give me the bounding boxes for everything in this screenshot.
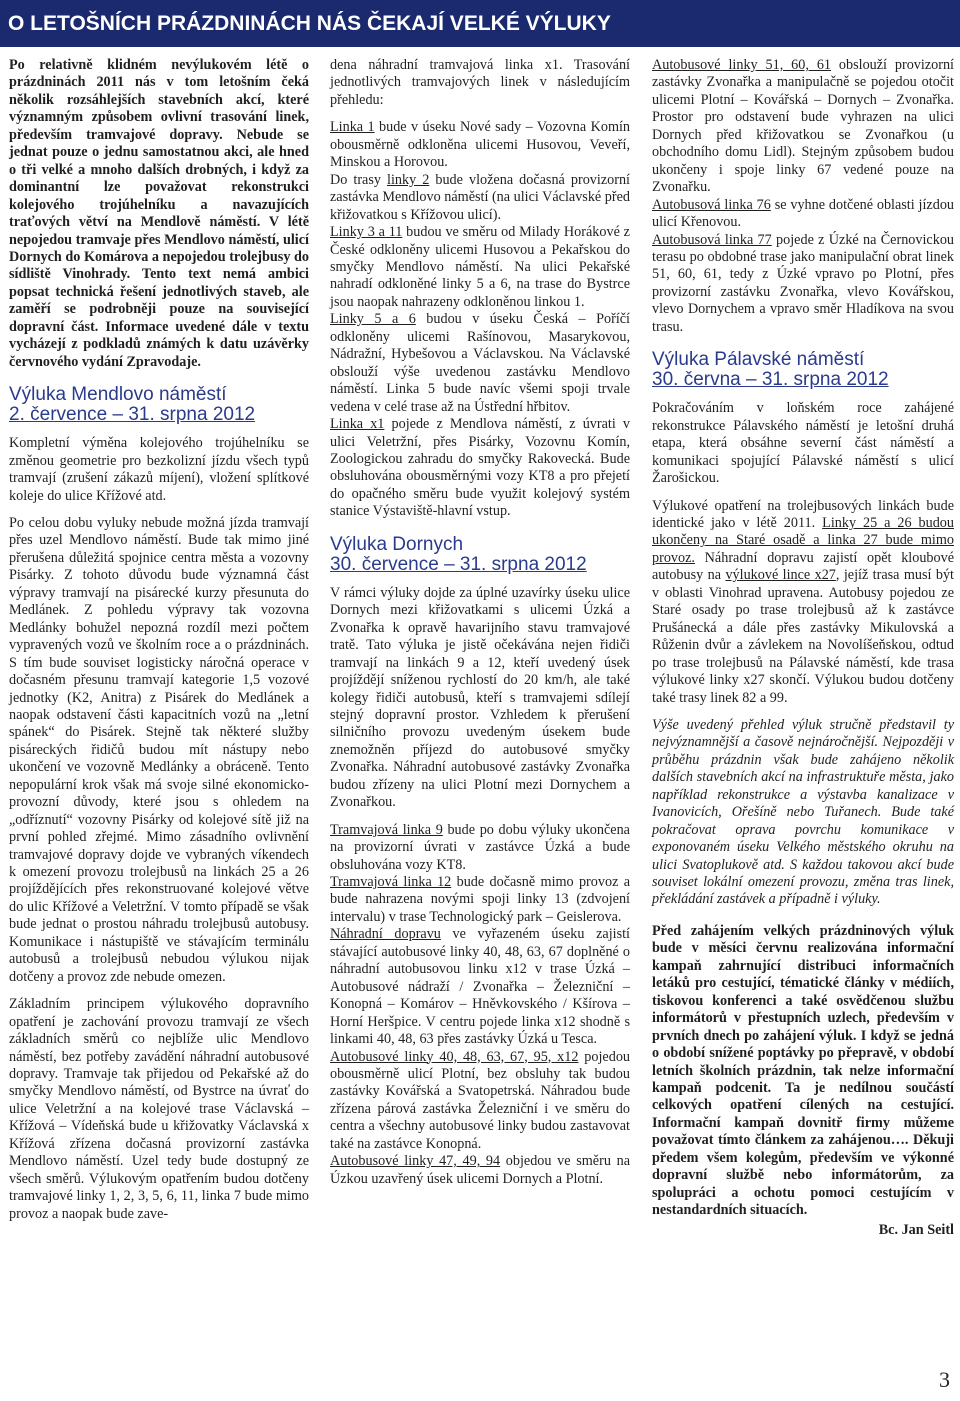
line-text: pojede z Mendlova náměstí, z úvrati v ulici Veletržní, přes Pisárky, Vozovnu Komín, Zoologickou zahradu do smyčky Rakovecká. Bude obsluhována obousměrnými vozy KT8 a pro přejetí do opačného směru bude využit kolejový systém stanice Výstaviště-hlavní vstup. [330, 416, 630, 520]
line-link: Autobusová linka 77 [652, 231, 772, 248]
line-text: Výlukové opatření na trolejbusových linkách bude identické jako v létě 2011. [652, 497, 954, 531]
line-paragraph [652, 57, 954, 197]
line-text: bude v úseku Nové sady – Vozovna Komín obousměrně odkloněna ulicemi Husovou, Veveří, Minskou a Horovou. [330, 119, 631, 171]
line-text: bude dočasně mimo provoz a bude nahrazena novými spoji linky 13 (zdvojení intervalu) v trase Technologický park – Geislerova. [330, 874, 630, 925]
line-text: , jejíž trasa musí být v oblasti Vinohrad upravena. Autobusy pojedou ze Staré osady po trase trolejbusů až k zastávce Prušánecká a dále přes zastávky Mikulovská a Růženin dvůr a závlekem na Novolíšeňskou, odtud po trase trolejbusů na Pálavské náměstí, kde trasa výlukové linky x27 skončí. Výlukou budou dotčeny také trasy linek 82 a 99. [652, 567, 954, 706]
line-paragraph [652, 197, 954, 232]
line-paragraph [330, 822, 630, 874]
line-link: linky 2 [387, 171, 430, 188]
campaign-paragraph: Před zahájením velkých prázdninových výluk bude v měsíci červnu realizována informační kampaň zahrnující distribuci informačních letáků pro cestující, tématické články v médiích, tiskovou konferenci a také osvědčenou službu informátorů v přestupních uzlech, především v prvních dnech po zahájení výluk. I když se jedná o období snížené poptávky po přepravě, v období letních školních prázdnin, tak nelze informační kampaň podcenit. Ta je nedílnou součástí celkových opatření cílených na cestující. Informační kampaň dovnitř firmy můžeme považovat tímto článkem za zahájenou…. Děkuji předem všem kolegům, především ve výkonné dopravní službě nebo informátorům, za spolupráci a ochotu pomoci cestujícím v nestandardních situacích. [652, 922, 954, 1219]
column-1 [9, 57, 309, 1223]
paragraph: dena náhradní tramvajová linka x1. Trasování jednotlivých tramvajových linek v následujícím přehledu: [330, 57, 630, 108]
line-paragraph [330, 172, 630, 224]
line-link: Autobusové linky 51, 60, 61 [652, 57, 832, 73]
line-text: bude po dobu výluky ukončena na provizorní úvrati v zastávce Úzká a bude obsluhována vozy KT8. [330, 821, 630, 873]
intro-paragraph: Po relativně klidném nevýlukovém létě o prázdninách 2011 nás v tom letošním čeká několik rozsáhlejších stavebních akcí, které významným způsobem ovlivní trasování linek, především tramvajové dopravy. Nebude se jednat pouze o jednu samostatnou akci, ale hned o tři velké a mnoho dalších drobných, i když za dominantní lze považovat rekonstrukci kolejového trojúhelníku a navazujících traťových větví na Mendlově náměstí. V létě nepojedou tramvaje přes Mendlovo náměstí, ulicí Dornych do Komárova a nepojedou trolejbusy do sídliště Vinohrady. Tento text nemá ambici popsat technická řešení jednotlivých staveb, ale zaměří se podrobněji pouze na související dopravní část. Informace uvedené dále v textu vycházejí z podkladů známých k datu uzávěrky červnového vydání Zpravodaje. [9, 57, 309, 370]
section-title: Výluka Dornych [330, 533, 464, 555]
page-number: 3 [939, 1367, 950, 1392]
section-heading-mendlovo [9, 385, 309, 425]
line-paragraph [330, 926, 630, 1048]
line-paragraph [652, 232, 954, 337]
line-paragraph [330, 311, 630, 416]
paragraph: Základním principem výlukového dopravního opatření je zachování provozu tramvají ze všech základních směrů co nejblíže ulic Mendlovo náměstí, bez potřeby zavádění náhradní autobusové dopravy. Tramvaje tak přijedou od Pekařské až do smyčky Mendlovo náměstí, od Bystrce na úvrať do ulice Veletržní a na kolejové trase Václavská – Křížová – Vídeňská bude u křižovatky Václavská x Křížová zřízena dočasná provizorní zastávka Mendlovo náměstí. Uzel tedy bude dostupný ze všech směrů. Výlukovým opatřením budou dotčeny tramvajové linky 1, 2, 3, 5, 6, 11, linka 7 bude mimo provoz a naopak bude zave- [9, 996, 309, 1222]
section-dates: 2. července – 31. srpna 2012 [9, 404, 256, 426]
line-link: Linky 25 a 26 budou ukončeny na Staré osadě a linka 27 bude mimo provoz. [652, 514, 954, 566]
line-text: Do trasy [330, 171, 388, 188]
line-link: Linky 5 a 6 [330, 311, 416, 328]
section-heading-palavske [652, 350, 954, 390]
line-link: Autobusové linky 47, 49, 94 [330, 1153, 501, 1170]
line-text: budou v úseku Česká – Poříčí odkloněny ulicemi Rašínovou, Masarykovou, Nádražní, Hybešovou a Václavskou. Na Václavské obslouží výše uvedenou zastávku Mendlovo náměstí. Linka 5 bude navíc všemi spoji trvale vedena v celé trase až na Ústřední hřbitov. [330, 311, 630, 415]
line-link: Tramvajová linka 12 [330, 874, 452, 891]
line-text: objedou ve směru na Úzkou uzavřený úsek ulicemi Dornych a Plotní. [330, 1153, 630, 1187]
section-title: Výluka Pálavské náměstí [652, 349, 865, 371]
line-paragraph [330, 1049, 630, 1154]
line-link: Linka x1 [330, 416, 385, 433]
section-dates: 30. července – 31. srpna 2012 [330, 553, 587, 575]
article-title: O LETOŠNÍCH PRÁZDNINÁCH NÁS ČEKAJÍ VELKÉ VÝLUKY [8, 12, 611, 35]
author-signature: Bc. Jan Seitl [878, 1221, 954, 1238]
article-header-bar [0, 0, 960, 47]
paragraph: Kompletní výměna kolejového trojúhelníku se změnou geometrie pro bezkolizní jízdu všech typů tramvají (zrušení zákazů míjení), vložení splítkové koleje do ulice Křížové atd. [9, 435, 309, 504]
line-link: Náhradní dopravu [330, 926, 441, 943]
line-link: Tramvajová linka 9 [330, 821, 443, 838]
line-link: Autobusové linky 40, 48, 63, 67, 95, x12 [330, 1048, 579, 1065]
section-title: Výluka Mendlovo náměstí [9, 384, 227, 406]
line-text: pojedou obousměrně ulicí Plotní, bez obsluhy tak budou zastávky Kovářská a Svatopetrská. Náhradou bude zřízena párová zastávka Železniční i ve směru do centra a všechny autobusové linky budou zastavovat také na zastávce Konopná. [330, 1048, 631, 1152]
line-text: ve vyřazeném úseku zajistí stávající autobusové linky 40, 48, 63, 67 doplněné o náhradní autobusovou linku x12 v trase Úzká – Autobusové nádraží / Zvonařka – Železniční – Konopná – Komárov – Hněvkovského / Kšírova – Horní Heršpice. V centru pojede linka x12 shodně s linkami 40, 48, 63 přes zastávky Úzká u Tesca. [330, 926, 630, 1048]
line-text: obslouží provizorní zastávky Zvonařka a manipulačně se pojedou otočit ulicemi Plotní – Kovářská – Dornych – Zvonařka. Prostor pro odstavení bude vyhrazen na ulici Dornych před křižovatkou se Zvonařkou (u obchodního domu Lidl). Stejným způsobem budou ukončeny i spoje linky 67 vedené pouze na Zvonařku. [652, 57, 954, 196]
section-dates: 30. června – 31. srpna 2012 [652, 369, 889, 391]
paragraph: Pokračováním v loňském roce zahájené rekonstrukce Pálavského náměstí je letošní druhá etapa, která obsáhne severní část náměstí a komunikaci spojující Pálavské náměstí s ulicí Žarošickou. [652, 400, 954, 487]
line-paragraph [330, 224, 630, 311]
paragraph [652, 498, 954, 707]
column-2 [330, 57, 630, 1188]
line-text: pojede z Úzké na Černovickou terasu po obdobné trase jako manipulační obrat linek 51, 60, 61, tedy z Úzké vpravo po Plotní, přes provizorní zastávku Zvonařka, vlevo Kovářskou, vlevo Dornychem a vpravo směr Hladíkova na svou trasu. [652, 231, 955, 335]
line-text: budou ve směru od Milady Horákové z České odkloněny ulicemi Husovou a Pekařskou do smyčky Mendlovo náměstí. Na ulici Pekařské nahradí odkloněné linky 5 a 6, na trase do Bystrce jsou naopak nahrazeny odkloněnou linkou 1. [330, 224, 630, 310]
line-link: Linka 1 [330, 119, 375, 136]
paragraph: V rámci výluky dojde za úplné uzavírky úseku ulice Dornych mezi křižovatkami s ulicemi Úzká a Zvonařka k opravě havarijního stavu tramvajové tratě. Tato výluka je jistě očekávána nejen řidiči tramvají na linkách 9 a 12, kteří uvedený úsek projíždějí sníženou rychlostí do 20 km/h, ale také kolegy řidiči autobusů, kteří s tramvajemi sdílejí stejný dopravní prostor. Vzhledem k přerušení silničního provozu uvedeným úsekem bude znemožněn příjezd do autobusové smyčky Zvonařka. Náhradní autobusové zastávky Zvonařka budou zřízeny na ulici Plotní mezi Dornychem a Zvonařkou. [330, 584, 630, 811]
line-paragraph [330, 416, 630, 521]
line-text: bude vložena dočasná provizorní zastávka Mendlovo náměstí (na ulici Václavské před křižovatkou s Křížovou ulicí). [330, 171, 630, 223]
summary-paragraph: Výše uvedený přehled výluk stručně představil ty nejvýznamnější a časově nejnáročnější. Nejpozději v průběhu prázdnin však bude zahájeno několik dalších stavebních akcí na infrastruktuře města, jako například rekonstrukce a výstavba kanalizace v Ivanovicích, Ořešíně nebo Tuřanech. Bude také pokračovat oprava povrchu komunikace v exponovaném úseku Velkého městského okruhu na ulici Svatoplukově atd. S každou takovou akcí bude souviset lokální omezení provozu, změna tras linek, překládání zastávek a případně i výluky. [652, 716, 954, 908]
line-link: výlukové lince x27 [725, 567, 836, 584]
line-paragraph [330, 119, 630, 171]
paragraph: Po celou dobu vyluky nebude možná jízda tramvají přes uzel Mendlovo náměstí. Bude tak mimo jiné přerušena důležitá spojnice centra města a vozovny Pisárky. Z tohoto důvodu bude významná část výpravy tramvají na pisárecké kurzy přesunuta do Medlánek. Z pohledu výpravy tak vozovna Medlánky bohužel nepozná rozdíl mezi počtem vypravených vozů ve školním roce a o prázdninách. S tím bude souviset logisticky náročná operace v dočasném přesunu tramvají kategorie 1,5 vozové jednotky (K2, Anitra) z Pisárek do Medlánek a naopak odstavení části kapacitních vozů na „letní spánek“ do Pisárek. Stejně tak některé služby pisáreckých řidičů budou mít nástupy nebo ukončení ve vozovně Medlánky a obráceně. Tento nepopulární krok však má svoje silné ekonomicko-provozní důvody, které jsou s ohledem na „odříznutí“ vozovny Pisárky od kolejové sítě již na první pohled zřejmé. Mimo zásadního ovlivnění tramvajové dopravy dojde ve vybraných víkendech k omezení provozu trolejbusů na linkách 25 a 26 projíždějících přes rekonstruované kolejové větve do ulic Křížové a Veletržní. V tomto případě se však bude jednat o prostou náhradu trolejbusů autobusy. Komunikace i nástupiště ve stávajícím terminálu autobusů a trolejbusů nebudou výlukou nijak dotčeny a provoz zde nebude omezen. [9, 514, 309, 985]
line-text: se vyhne dotčené oblasti jízdou ulicí Křenovou. [652, 196, 955, 231]
line-link: Linky 3 a 11 [330, 224, 403, 241]
line-link: Autobusová linka 76 [652, 196, 771, 213]
line-text: Náhradní dopravu zajistí opět kloubové autobusy na [652, 549, 954, 584]
line-paragraph [330, 1153, 630, 1188]
column-3 [652, 57, 954, 1239]
section-heading-dornych [330, 535, 630, 575]
line-paragraph [330, 874, 630, 926]
